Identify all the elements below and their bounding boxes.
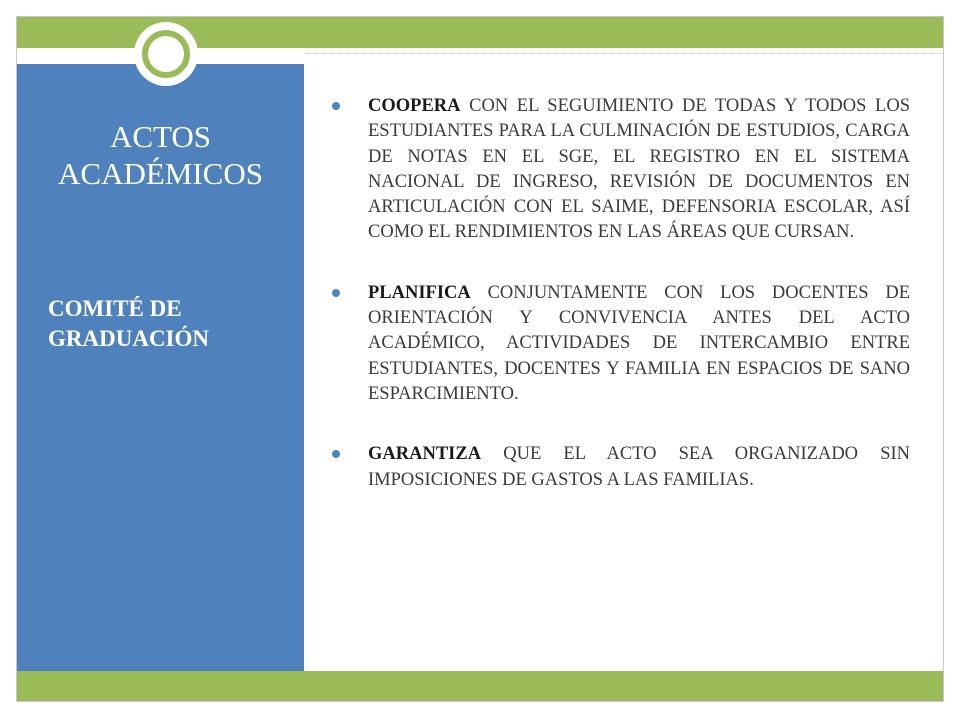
bullet-keyword: GARANTIZA	[368, 444, 482, 465]
side-subtitle: COMITÉ DE GRADUACIÓN	[48, 296, 209, 351]
bullet-dot-icon	[332, 102, 340, 110]
bullet-keyword: COOPERA	[368, 96, 461, 116]
bullet-item-garantiza	[330, 442, 910, 493]
bottom-accent-bar	[17, 671, 943, 701]
bullet-dot-icon	[332, 450, 340, 458]
circle-ring-icon	[134, 22, 198, 86]
bullet-text: CONJUNTAMENTE CON LOS DOCENTES DE ORIENTACIÓN Y CONVIVENCIA ANTES DEL ACTO ACADÉMICO, ACTIVIDADES DE INTERCAMBIO ENTRE ESTUDIANTES, DOCENTES Y FAMILIA EN ESPACIOS DE SANO ESPARCIMIENTO.	[368, 282, 910, 404]
bullet-keyword: PLANIFICA	[368, 282, 471, 303]
bullet-item-coopera	[330, 94, 910, 246]
bullet-text: CON EL SEGUIMIENTO DE TODAS Y TODOS LOS ESTUDIANTES PARA LA CULMINACIÓN DE ESTUDIOS, CARGA DE NOTAS EN EL SGE, EL REGISTRO EN EL SISTEMA NACIONAL DE INGRESO, REVISIÓN DE DOCUMENTOS EN ARTICULACIÓN CON EL SAIME, DEFENSORIA ESCOLAR, ASÍ COMO EL RENDIMIENTOS EN LAS ÁREAS QUE CURSAN.	[368, 96, 910, 243]
top-divider	[304, 53, 943, 54]
side-title: ACTOS ACADÉMICOS	[58, 119, 263, 191]
bullet-text: QUE EL ACTO SEA ORGANIZADO SIN IMPOSICIONES DE GASTOS A LAS FAMILIAS.	[368, 444, 910, 490]
bullet-dot-icon	[332, 289, 340, 297]
bullet-item-planifica	[330, 281, 910, 407]
bullet-list	[330, 94, 910, 528]
